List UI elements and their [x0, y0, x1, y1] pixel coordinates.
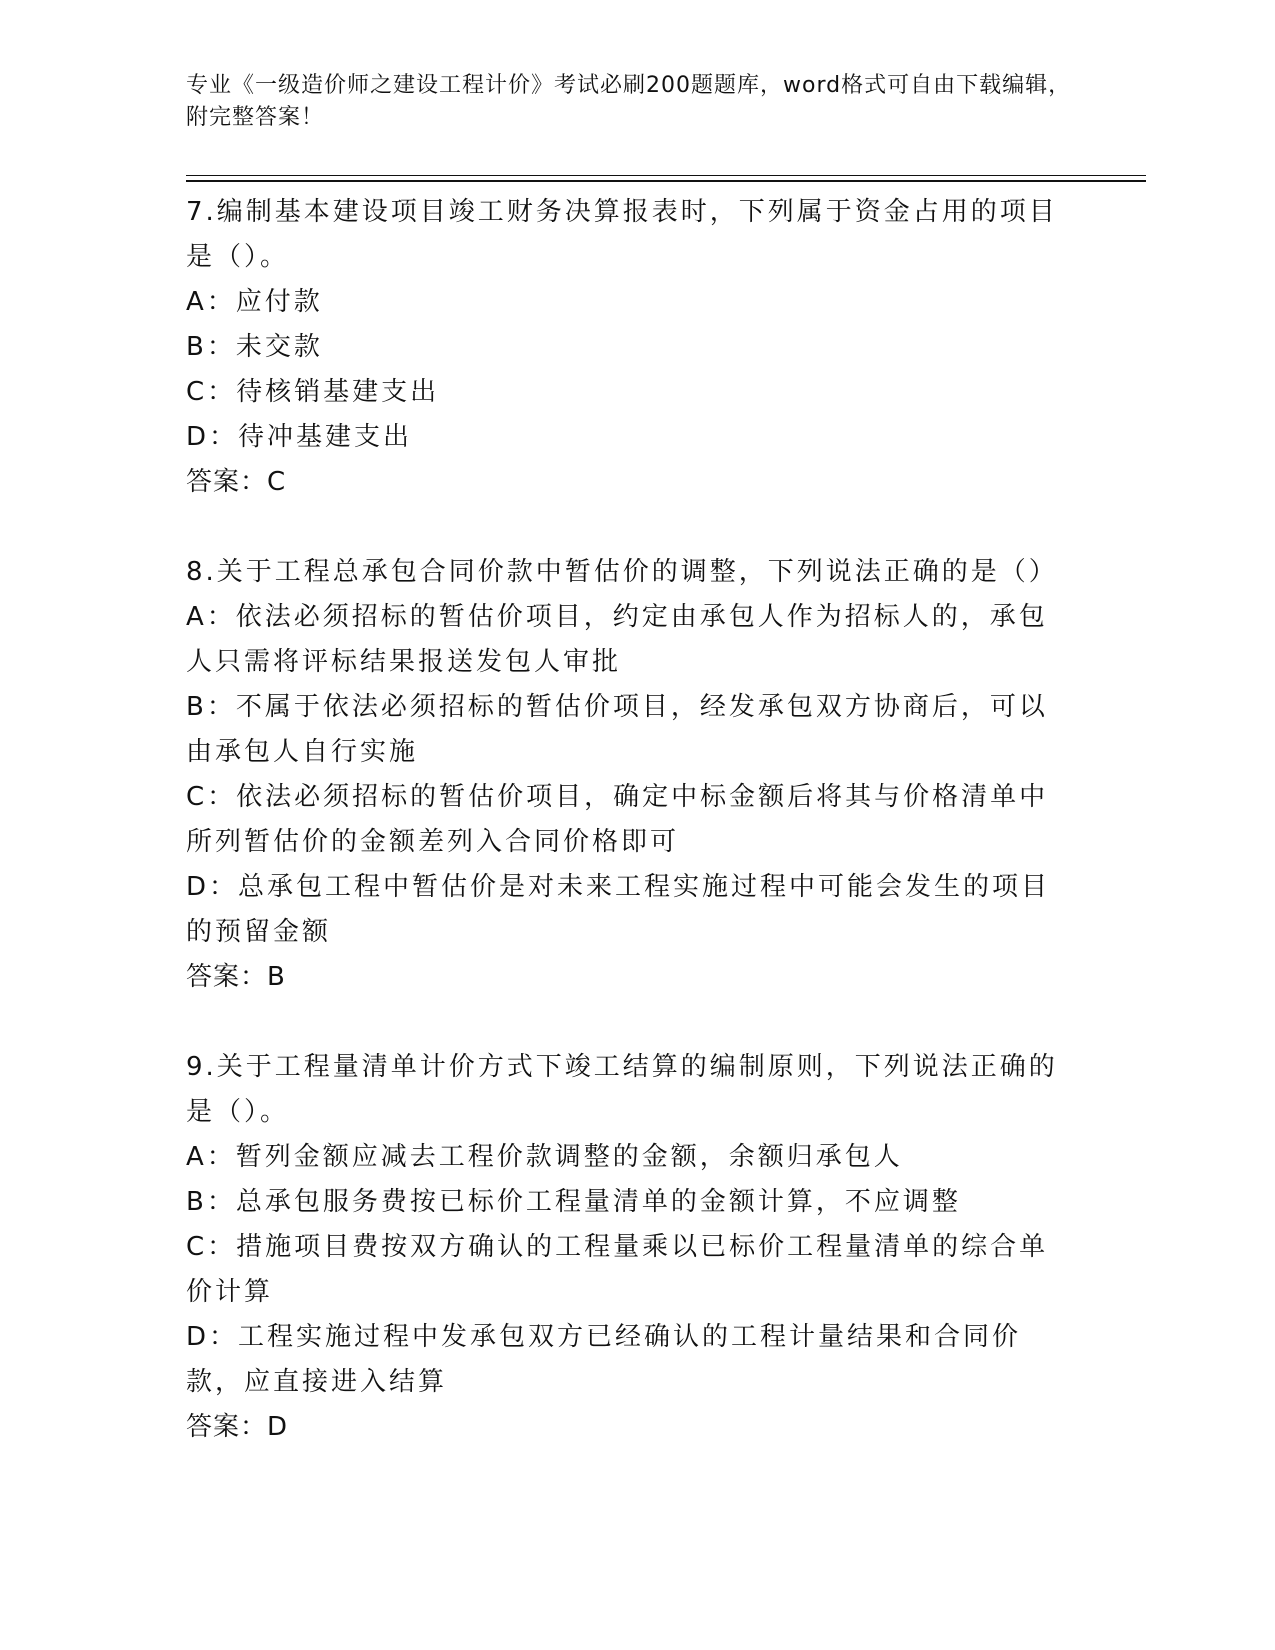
option-c: C：依法必须招标的暂估价项目，确定中标金额后将其与价格清单中所列暂估价的金额差列入合同价格即可: [186, 782, 1049, 857]
option-a: A：依法必须招标的暂估价项目，约定由承包人作为招标人的，承包人只需将评标结果报送发包人审批: [186, 602, 1048, 677]
option-c: C：措施项目费按双方确认的工程量乘以已标价工程量清单的综合单价计算: [186, 1232, 1049, 1307]
option-d: D：工程实施过程中发承包双方已经确认的工程计量结果和合同价款，应直接进入结算: [186, 1322, 1022, 1397]
option-d: D：待冲基建支出: [186, 422, 413, 452]
option-b: B：不属于依法必须招标的暂估价项目，经发承包双方协商后，可以由承包人自行实施: [186, 692, 1048, 767]
answer-label: 答案：: [186, 962, 268, 992]
answer-line: [186, 955, 1066, 1000]
option-a: A：应付款: [186, 287, 323, 317]
answer-label: 答案：: [186, 1412, 268, 1442]
question-stem: 9.关于工程量清单计价方式下竣工结算的编制原则，下列说法正确的是（）。: [186, 1052, 1058, 1127]
option-b: B：总承包服务费按已标价工程量清单的金额计算，不应调整: [186, 1187, 961, 1217]
question-list: [186, 190, 1066, 1495]
question-stem: 8.关于工程总承包合同价款中暂估价的调整，下列说法正确的是（）: [186, 557, 1058, 587]
header-divider-thick: [186, 180, 1146, 182]
answer-label: 答案：: [186, 467, 268, 497]
answer-value: B: [267, 962, 286, 992]
answer-line: [186, 1405, 1066, 1450]
answer-line: [186, 460, 1066, 505]
option-c: C：待核销基建支出: [186, 377, 440, 407]
answer-value: D: [267, 1412, 289, 1442]
question-7: [186, 190, 1066, 505]
option-a: A：暂列金额应减去工程价款调整的金额，余额归承包人: [186, 1142, 903, 1172]
option-b: B：未交款: [186, 332, 323, 362]
answer-value: C: [267, 467, 287, 497]
question-8: [186, 550, 1066, 1000]
document-header: [186, 70, 1086, 134]
option-d: D：总承包工程中暂估价是对未来工程实施过程中可能会发生的项目的预留金额: [186, 872, 1051, 947]
header-text: 专业《一级造价师之建设工程计价》考试必刷200题题库，word格式可自由下载编辑，附完整答案！: [186, 73, 1072, 130]
question-9: [186, 1045, 1066, 1450]
header-divider-thin: [186, 175, 1146, 176]
question-stem: 7.编制基本建设项目竣工财务决算报表时，下列属于资金占用的项目是（）。: [186, 197, 1058, 272]
